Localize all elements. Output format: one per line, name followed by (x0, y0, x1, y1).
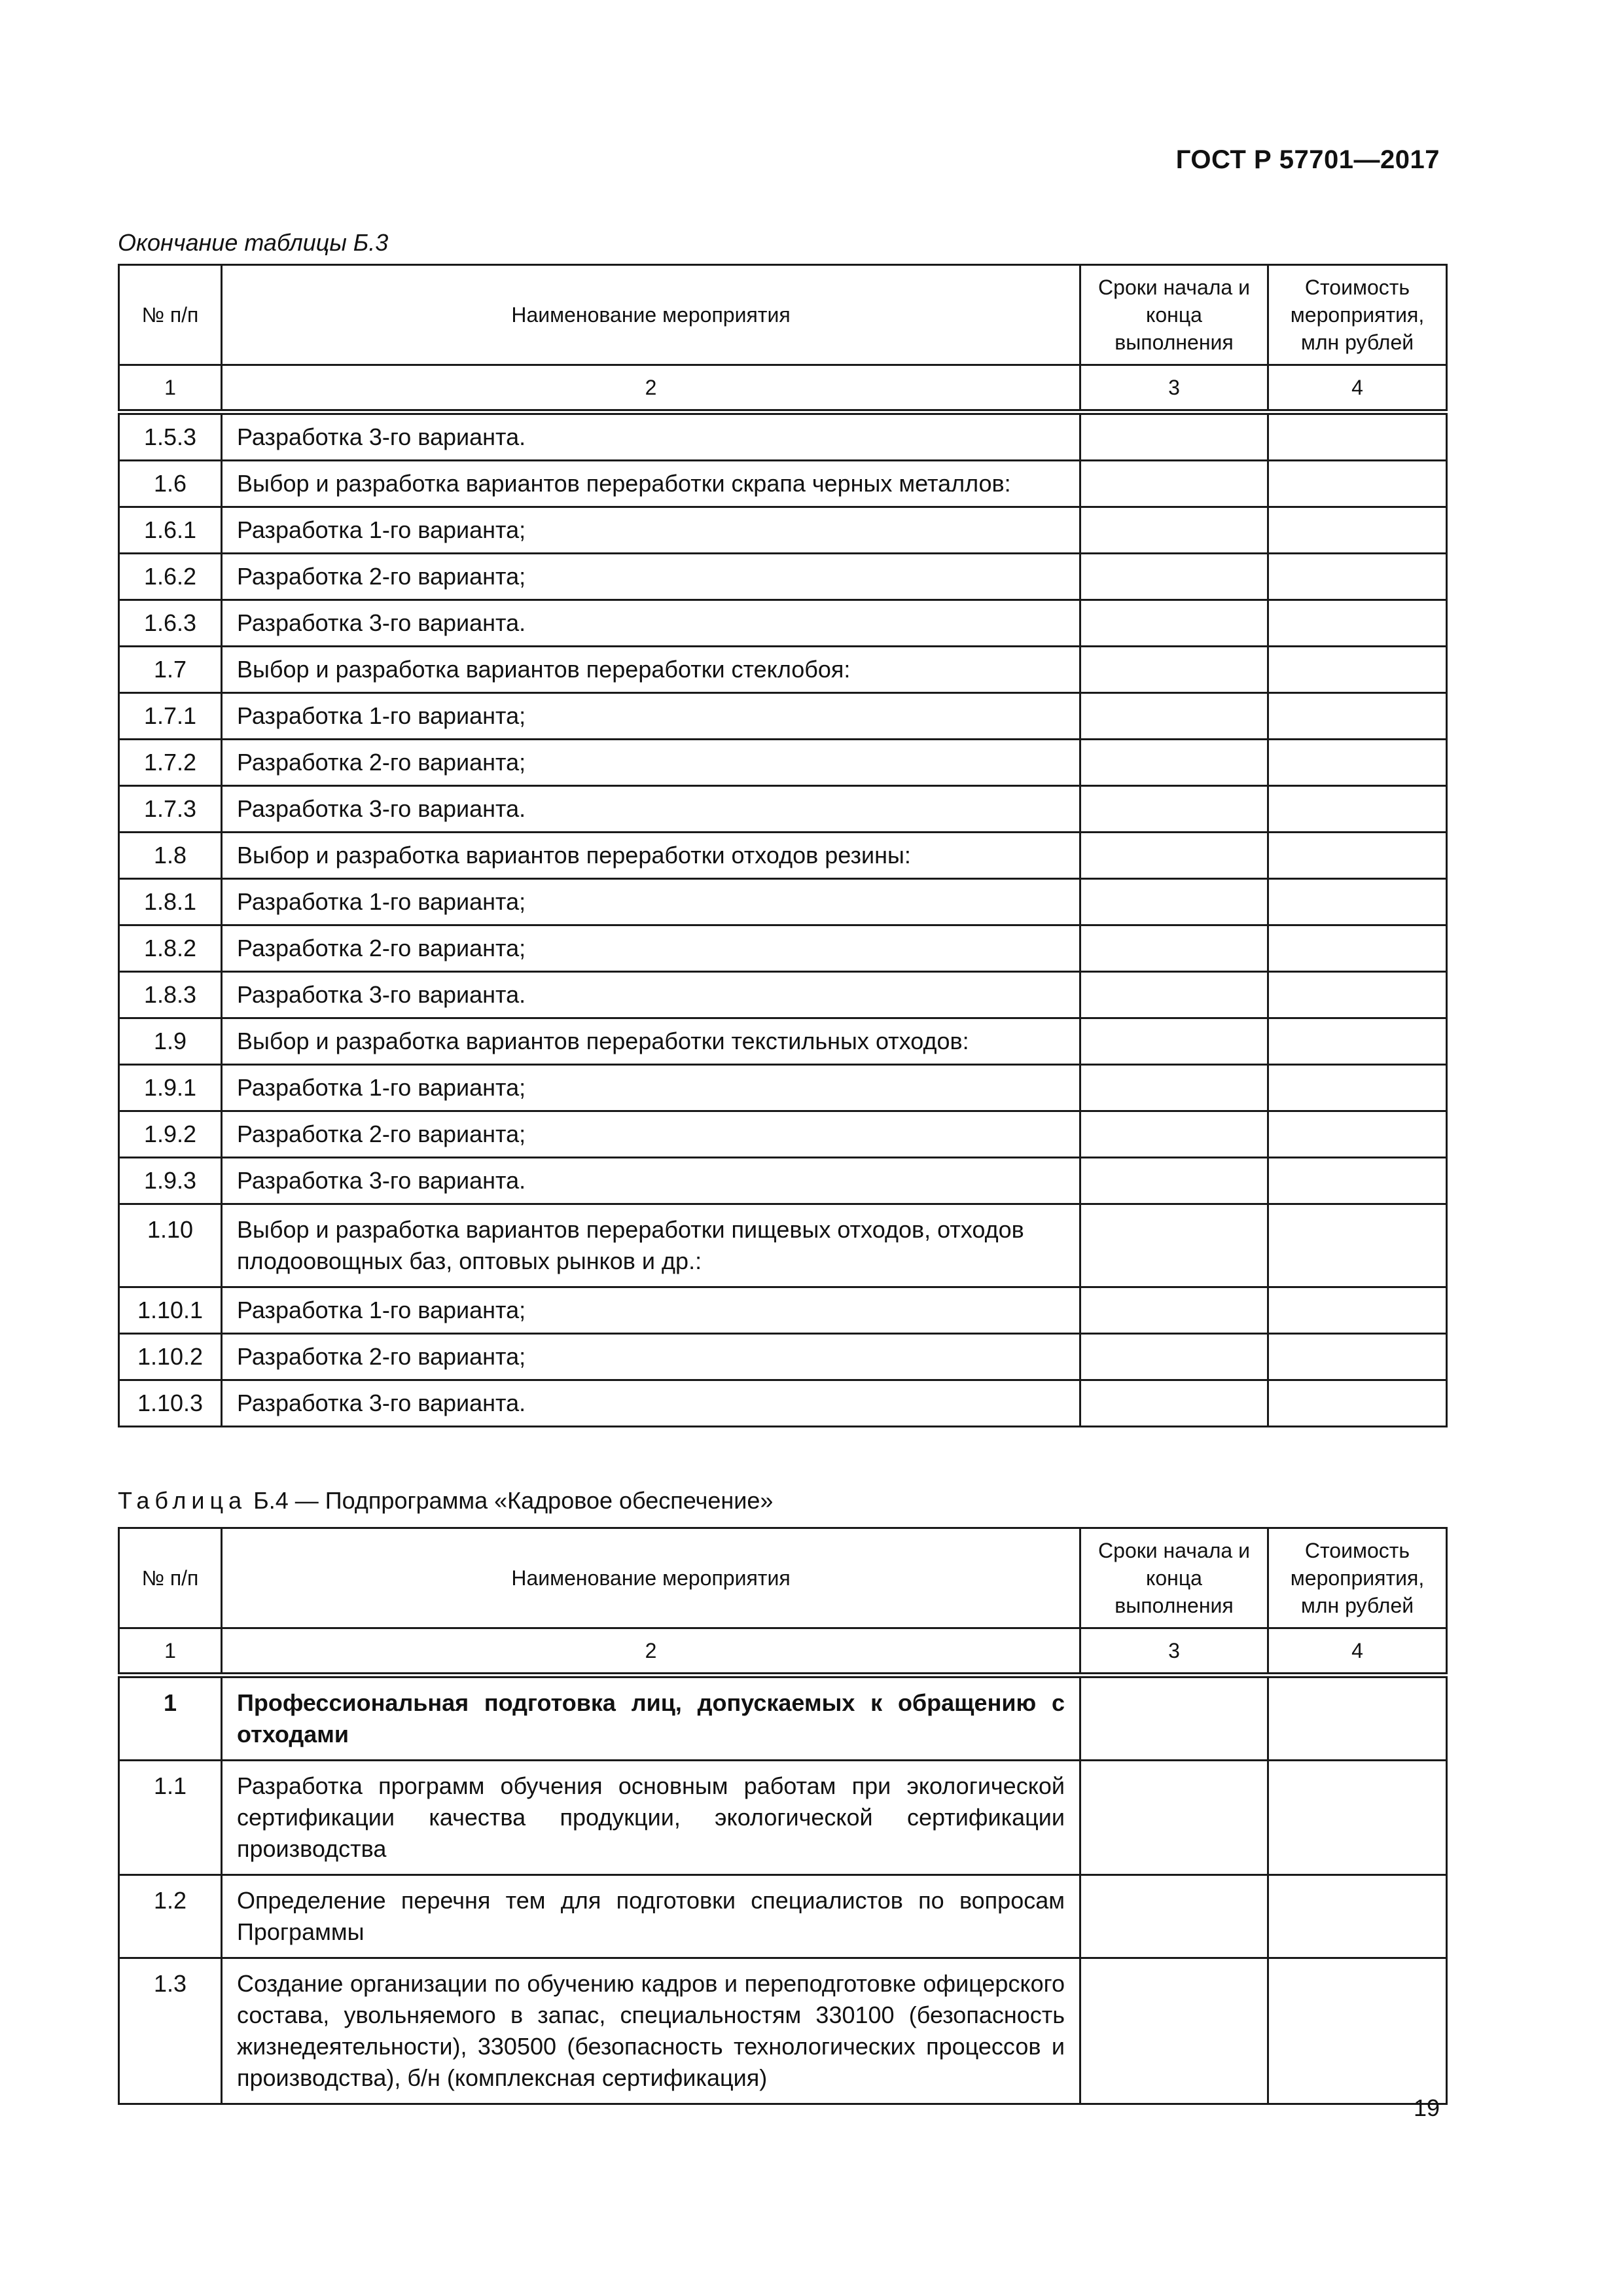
col-number: 3 (1080, 1628, 1268, 1676)
row-number: 1.7.1 (119, 693, 222, 740)
row-name: Выбор и разработка вариантов переработки текстильных отходов: (222, 1018, 1080, 1065)
table-b4-header-row (119, 1528, 1447, 1628)
table-row (119, 1875, 1447, 1958)
page-number: 19 (1413, 2094, 1440, 2121)
row-number: 1.8.1 (119, 879, 222, 925)
row-name: Определение перечня тем для подготовки специалистов по вопросам Программы (222, 1875, 1080, 1958)
col-header-dates: Сроки начала и конца выполнения (1080, 1528, 1268, 1628)
row-number: 1.7.2 (119, 740, 222, 786)
table-row (119, 1380, 1447, 1427)
row-cost-cell (1268, 1111, 1447, 1158)
row-dates-cell (1080, 879, 1268, 925)
row-name: Разработка 1-го варианта; (222, 879, 1080, 925)
col-number: 1 (119, 1628, 222, 1676)
row-cost-cell (1268, 1018, 1447, 1065)
row-cost-cell (1268, 1875, 1447, 1958)
col-header-num: № п/п (119, 1528, 222, 1628)
row-dates-cell (1080, 1761, 1268, 1875)
row-cost-cell (1268, 693, 1447, 740)
row-number: 1.9.1 (119, 1065, 222, 1111)
col-header-dates: Сроки начала и конца выполнения (1080, 265, 1268, 365)
row-name: Разработка 1-го варианта; (222, 1065, 1080, 1111)
row-dates-cell (1080, 647, 1268, 693)
table-row (119, 786, 1447, 833)
row-number: 1.6.3 (119, 600, 222, 647)
row-dates-cell (1080, 461, 1268, 507)
col-header-num: № п/п (119, 265, 222, 365)
row-cost-cell (1268, 1065, 1447, 1111)
row-number: 1.10.2 (119, 1334, 222, 1380)
table-row (119, 740, 1447, 786)
table-row (119, 1334, 1447, 1380)
row-cost-cell (1268, 1958, 1447, 2104)
row-number: 1.10.1 (119, 1287, 222, 1334)
table-row (119, 879, 1447, 925)
row-number: 1.10 (119, 1204, 222, 1287)
row-number: 1 (119, 1676, 222, 1761)
row-number: 1.9.3 (119, 1158, 222, 1204)
row-number: 1.6.1 (119, 507, 222, 554)
row-number: 1.5.3 (119, 412, 222, 461)
row-name: Разработка 3-го варианта. (222, 1158, 1080, 1204)
table-row (119, 1158, 1447, 1204)
row-name: Разработка 3-го варианта. (222, 786, 1080, 833)
table-b4-caption-title: Б.4 — Подпрограмма «Кадровое обеспечение» (247, 1487, 774, 1514)
row-dates-cell (1080, 833, 1268, 879)
table-row (119, 693, 1447, 740)
row-cost-cell (1268, 647, 1447, 693)
row-dates-cell (1080, 786, 1268, 833)
row-cost-cell (1268, 740, 1447, 786)
table-row (119, 972, 1447, 1018)
row-name: Разработка 1-го варианта; (222, 1287, 1080, 1334)
row-cost-cell (1268, 554, 1447, 600)
row-dates-cell (1080, 740, 1268, 786)
table-row (119, 1204, 1447, 1287)
table-row (119, 925, 1447, 972)
row-dates-cell (1080, 1111, 1268, 1158)
row-number: 1.8 (119, 833, 222, 879)
row-dates-cell (1080, 412, 1268, 461)
table-row (119, 1676, 1447, 1761)
row-dates-cell (1080, 1204, 1268, 1287)
row-dates-cell (1080, 1334, 1268, 1380)
col-header-cost: Стоимость мероприятия, млн рублей (1268, 265, 1447, 365)
table-b3 (118, 264, 1448, 1427)
col-number: 2 (222, 1628, 1080, 1676)
table-row (119, 554, 1447, 600)
row-name: Выбор и разработка вариантов переработки скрапа черных металлов: (222, 461, 1080, 507)
col-number: 4 (1268, 365, 1447, 412)
row-number: 1.2 (119, 1875, 222, 1958)
row-number: 1.10.3 (119, 1380, 222, 1427)
row-dates-cell (1080, 1958, 1268, 2104)
table-row (119, 1761, 1447, 1875)
row-name: Выбор и разработка вариантов переработки отходов резины: (222, 833, 1080, 879)
row-dates-cell (1080, 693, 1268, 740)
row-name: Разработка 3-го варианта. (222, 1380, 1080, 1427)
table-b3-header-row (119, 265, 1447, 365)
row-dates-cell (1080, 1380, 1268, 1427)
row-name: Выбор и разработка вариантов переработки стеклобоя: (222, 647, 1080, 693)
row-number: 1.6 (119, 461, 222, 507)
table-row (119, 1287, 1447, 1334)
row-name: Разработка 3-го варианта. (222, 600, 1080, 647)
row-name: Разработка 2-го варианта; (222, 1111, 1080, 1158)
row-name: Разработка 2-го варианта; (222, 740, 1080, 786)
row-number: 1.7.3 (119, 786, 222, 833)
col-number: 4 (1268, 1628, 1447, 1676)
row-dates-cell (1080, 972, 1268, 1018)
row-name: Разработка 3-го варианта. (222, 972, 1080, 1018)
table-row (119, 507, 1447, 554)
table-row (119, 1018, 1447, 1065)
col-number: 1 (119, 365, 222, 412)
row-cost-cell (1268, 600, 1447, 647)
row-dates-cell (1080, 600, 1268, 647)
col-number: 3 (1080, 365, 1268, 412)
row-dates-cell (1080, 1158, 1268, 1204)
row-name: Разработка 1-го варианта; (222, 693, 1080, 740)
row-dates-cell (1080, 1018, 1268, 1065)
row-name: Разработка 3-го варианта. (222, 412, 1080, 461)
row-cost-cell (1268, 833, 1447, 879)
document-id: ГОСТ Р 57701—2017 (1175, 145, 1440, 174)
col-header-cost: Стоимость мероприятия, млн рублей (1268, 1528, 1447, 1628)
row-cost-cell (1268, 1158, 1447, 1204)
table-b3-caption: Окончание таблицы Б.3 (118, 229, 389, 256)
row-number: 1.9 (119, 1018, 222, 1065)
row-dates-cell (1080, 507, 1268, 554)
row-dates-cell (1080, 1676, 1268, 1761)
table-row (119, 647, 1447, 693)
row-dates-cell (1080, 1875, 1268, 1958)
row-cost-cell (1268, 1761, 1447, 1875)
row-cost-cell (1268, 925, 1447, 972)
table-row (119, 1111, 1447, 1158)
row-number: 1.8.2 (119, 925, 222, 972)
row-cost-cell (1268, 786, 1447, 833)
table-b4-column-numbers (119, 1628, 1447, 1676)
table-b4-caption-label: Таблица (118, 1487, 247, 1514)
table-row (119, 600, 1447, 647)
col-header-name: Наименование мероприятия (222, 1528, 1080, 1628)
row-name: Разработка 2-го варианта; (222, 925, 1080, 972)
col-header-name: Наименование мероприятия (222, 265, 1080, 365)
row-dates-cell (1080, 1287, 1268, 1334)
row-number: 1.7 (119, 647, 222, 693)
row-cost-cell (1268, 507, 1447, 554)
row-number: 1.1 (119, 1761, 222, 1875)
row-cost-cell (1268, 1204, 1447, 1287)
row-number: 1.8.3 (119, 972, 222, 1018)
row-name: Разработка 2-го варианта; (222, 554, 1080, 600)
table-b4-caption (118, 1487, 773, 1515)
row-cost-cell (1268, 879, 1447, 925)
table-row (119, 833, 1447, 879)
row-number: 1.6.2 (119, 554, 222, 600)
table-row (119, 461, 1447, 507)
table-row (119, 412, 1447, 461)
row-name: Разработка 2-го варианта; (222, 1334, 1080, 1380)
row-cost-cell (1268, 972, 1447, 1018)
row-dates-cell (1080, 554, 1268, 600)
row-name: Профессиональная подготовка лиц, допускаемых к обращению с отходами (222, 1676, 1080, 1761)
row-dates-cell (1080, 925, 1268, 972)
table-b3-column-numbers (119, 365, 1447, 412)
row-number: 1.9.2 (119, 1111, 222, 1158)
row-name: Разработка программ обучения основным работам при экологической сертификации качества продукции, экологической сертификации производства (222, 1761, 1080, 1875)
row-cost-cell (1268, 412, 1447, 461)
row-cost-cell (1268, 1287, 1447, 1334)
row-dates-cell (1080, 1065, 1268, 1111)
row-cost-cell (1268, 461, 1447, 507)
table-b4 (118, 1527, 1448, 2105)
row-cost-cell (1268, 1334, 1447, 1380)
row-name: Выбор и разработка вариантов переработки пищевых отходов, отходов плодоовощных баз, оптовых рынков и др.: (222, 1204, 1080, 1287)
row-cost-cell (1268, 1676, 1447, 1761)
table-row (119, 1958, 1447, 2104)
col-number: 2 (222, 365, 1080, 412)
row-name: Разработка 1-го варианта; (222, 507, 1080, 554)
table-row (119, 1065, 1447, 1111)
row-name: Создание организации по обучению кадров и переподготовке офицерского состава, увольняемого в запас, специальностям 330100 (безопасность жизнедеятельности), 330500 (безопасность технологических процессов и производства), б/н (комплексная сертификация) (222, 1958, 1080, 2104)
row-cost-cell (1268, 1380, 1447, 1427)
row-number: 1.3 (119, 1958, 222, 2104)
